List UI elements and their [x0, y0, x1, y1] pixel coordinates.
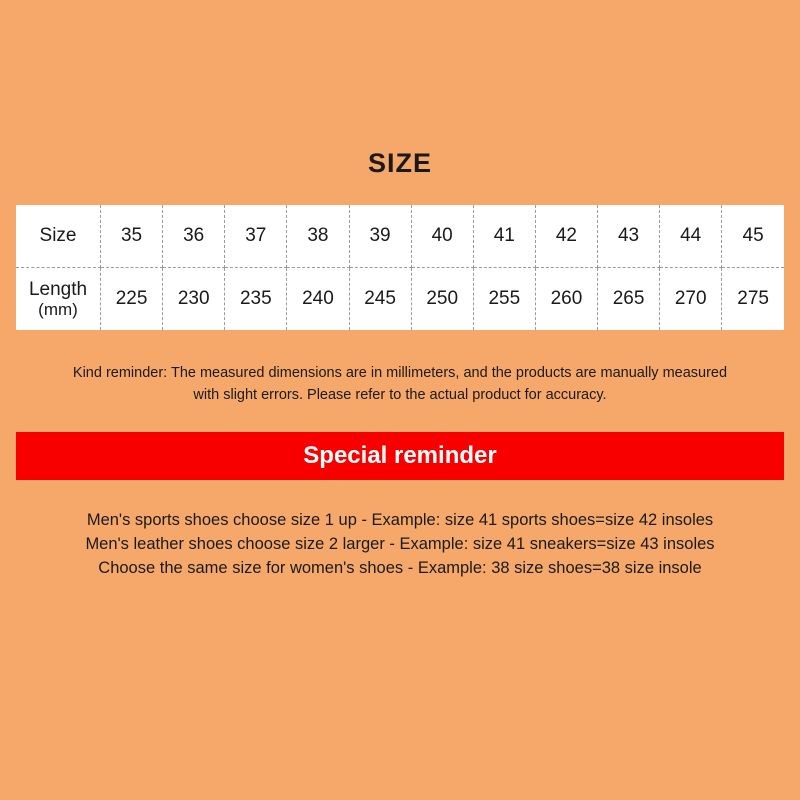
length-cell: 250: [411, 268, 473, 331]
row-header-length-unit: (mm): [38, 300, 78, 320]
size-cell: 38: [287, 205, 349, 268]
length-cell: 265: [598, 268, 660, 331]
length-cell: 240: [287, 268, 349, 331]
row-header-length: [16, 268, 101, 331]
sizing-rule-item: Men's sports shoes choose size 1 up - Example: size 41 sports shoes=size 42 insoles: [86, 511, 714, 529]
measurement-note: [20, 362, 780, 407]
table-row: [16, 205, 784, 268]
row-header-size: Size: [16, 205, 101, 268]
length-cell: 270: [660, 268, 722, 331]
size-cell: 35: [101, 205, 163, 268]
size-cell: 40: [411, 205, 473, 268]
size-cell: 42: [535, 205, 597, 268]
length-cell: 255: [473, 268, 535, 331]
sizing-rules-list: [16, 508, 784, 580]
length-cell: 235: [225, 268, 287, 331]
row-header-length-main: Length: [28, 279, 88, 301]
size-table: [16, 205, 784, 330]
size-cell: 36: [163, 205, 225, 268]
size-cell: 45: [722, 205, 784, 268]
size-cell: 43: [598, 205, 660, 268]
length-cell: 230: [163, 268, 225, 331]
special-reminder-banner: [16, 432, 784, 480]
special-reminder-label: Special reminder: [303, 442, 497, 469]
length-cell: 260: [535, 268, 597, 331]
page-title: SIZE: [367, 148, 432, 178]
sizing-rule-item: Men's leather shoes choose size 2 larger - Example: size 41 sneakers=size 43 insoles: [85, 535, 715, 553]
size-table-container: [16, 205, 784, 330]
size-cell: 39: [349, 205, 411, 268]
measurement-note-line1: Kind reminder: The measured dimensions are in millimeters, and the products are manually measured: [72, 365, 728, 381]
size-cell: 37: [225, 205, 287, 268]
length-cell: 245: [349, 268, 411, 331]
size-cell: 44: [660, 205, 722, 268]
length-cell: 275: [737, 288, 769, 309]
table-row: [16, 268, 784, 331]
sizing-rule-item: Choose the same size for women's shoes - Example: 38 size shoes=38 size insole: [98, 559, 702, 577]
size-cell: 41: [473, 205, 535, 268]
length-cell: 225: [101, 268, 163, 331]
measurement-note-line2: with slight errors. Please refer to the actual product for accuracy.: [193, 387, 607, 404]
